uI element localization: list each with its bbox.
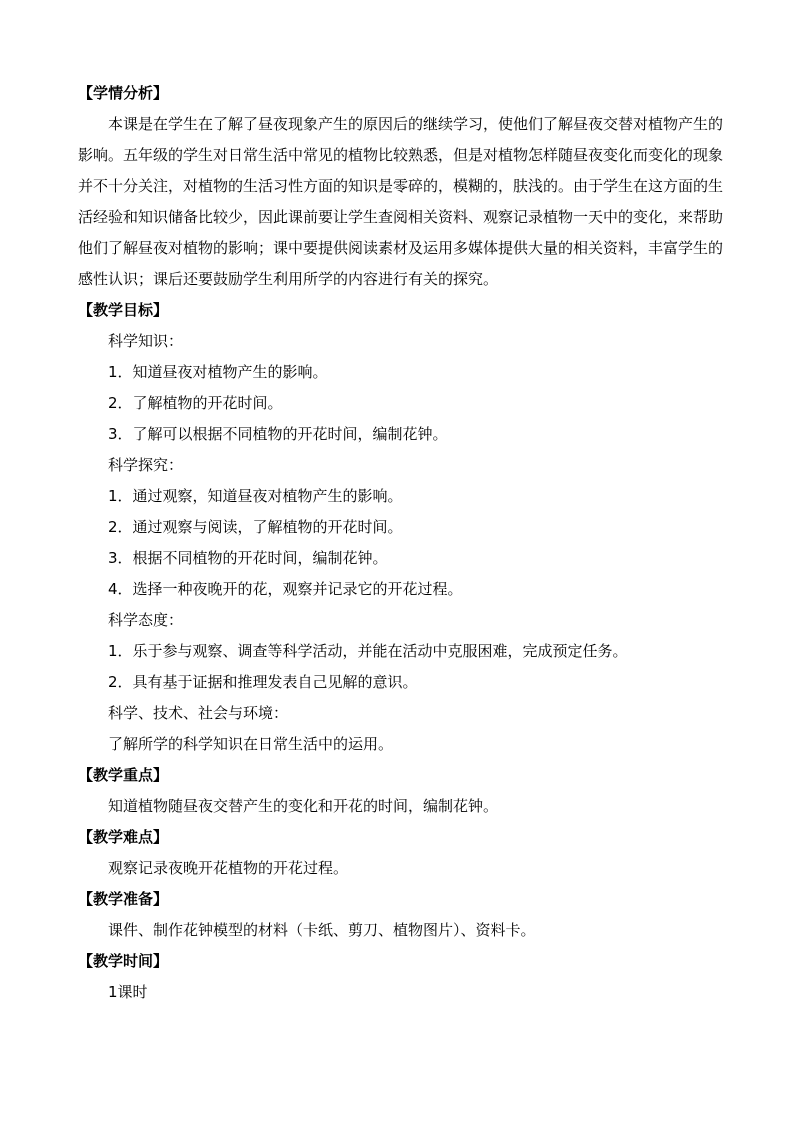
preparation-text: 课件、制作花钟模型的材料（卡纸、剪刀、植物图片）、资料卡。 <box>108 921 536 939</box>
difficulties-text: 观察记录夜晚开花植物的开花过程。 <box>108 859 349 877</box>
key-points-text: 知道植物随昼夜交替产生的变化和开花的时间，编制花钟。 <box>108 797 499 815</box>
document-page <box>78 78 723 1008</box>
inquiry-item: 3．根据不同植物的开花时间，编制花钟。 <box>108 549 388 567</box>
objectives-attitude-label: 科学态度： <box>108 611 184 629</box>
section-heading-preparation: 【教学准备】 <box>78 890 169 908</box>
inquiry-item: 2．通过观察与阅读，了解植物的开花时间。 <box>108 518 403 536</box>
inquiry-item: 4．选择一种夜晚开的花，观察并记录它的开花过程。 <box>108 580 463 598</box>
section-heading-objectives: 【教学目标】 <box>78 301 169 319</box>
attitude-item: 2．具有基于证据和推理发表自己见解的意识。 <box>108 673 418 691</box>
objectives-sts-label: 科学、技术、社会与环境： <box>108 704 289 722</box>
objectives-knowledge-label: 科学知识： <box>108 332 184 350</box>
sts-text: 了解所学的科学知识在日常生活中的运用。 <box>108 735 394 753</box>
objectives-inquiry-label: 科学探究： <box>108 456 184 474</box>
knowledge-item: 3．了解可以根据不同植物的开花时间，编制花钟。 <box>108 425 448 443</box>
section-heading-time: 【教学时间】 <box>78 952 169 970</box>
knowledge-item: 2．了解植物的开花时间。 <box>108 394 283 412</box>
time-text: 1课时 <box>108 983 148 1001</box>
section-heading-analysis: 【学情分析】 <box>78 84 169 102</box>
inquiry-item: 1．通过观察，知道昼夜对植物产生的影响。 <box>108 487 403 505</box>
section-heading-key-points: 【教学重点】 <box>78 766 169 784</box>
attitude-item: 1．乐于参与观察、调查等科学活动，并能在活动中克服困难，完成预定任务。 <box>108 642 628 660</box>
analysis-paragraph: 本课是在学生在了解了昼夜现象产生的原因后的继续学习，使他们了解昼夜交替对植物产生的影响。五年级的学生对日常生活中常见的植物比较熟悉，但是对植物怎样随昼夜变化而变化的现象并不十分关注，对植物的生活习性方面的知识是零碎的，模糊的，肤浅的。由于学生在这方面的生活经验和知识储备比较少，因此课前要让学生查阅相关资料、观察记录植物一天中的变化，来帮助他们了解昼夜对植物的影响；课中要提供阅读素材及运用多媒体提供大量的相关资料，丰富学生的感性认识；课后还要鼓励学生利用所学的内容进行有关的探究。 <box>78 115 724 288</box>
knowledge-item: 1．知道昼夜对植物产生的影响。 <box>108 363 328 381</box>
section-heading-difficulties: 【教学难点】 <box>78 828 169 846</box>
